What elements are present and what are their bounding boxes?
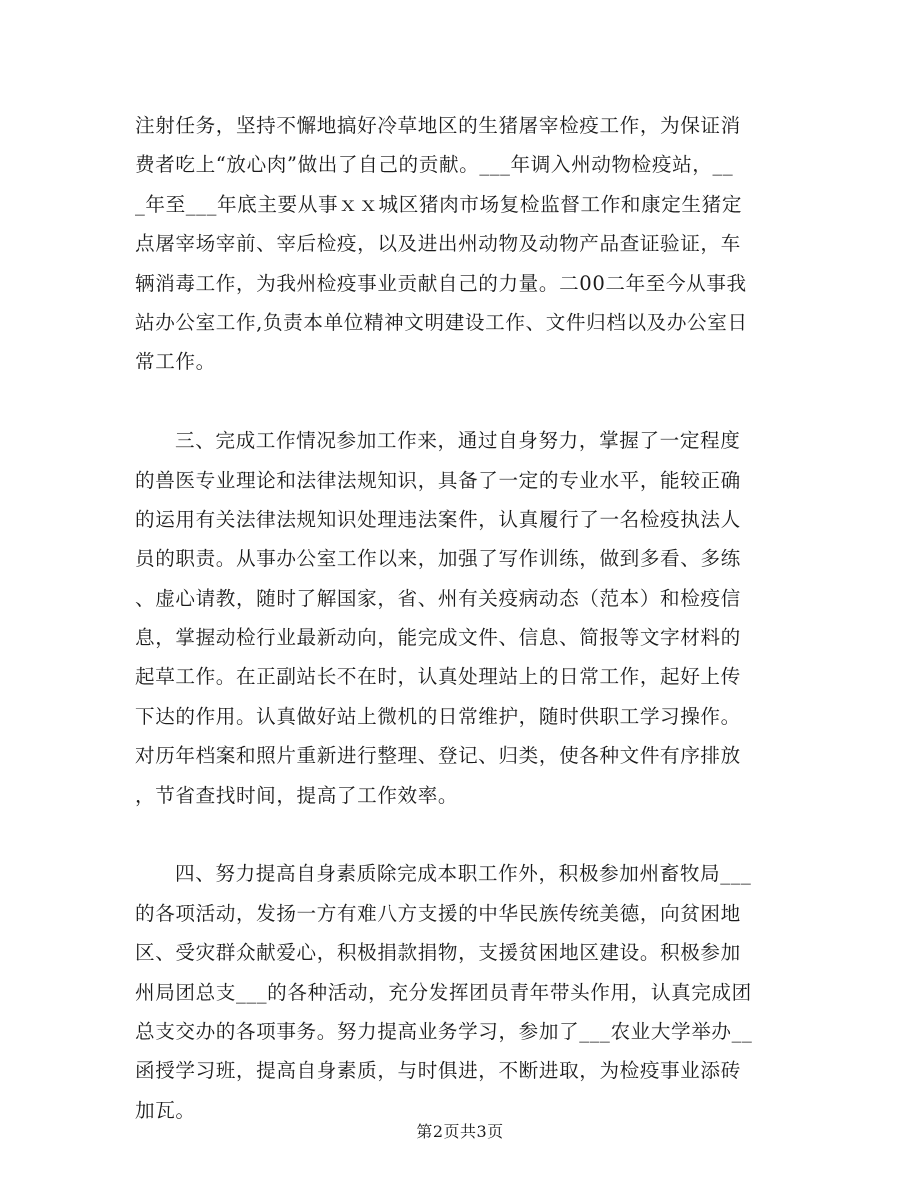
text-line: 站办公室工作,负责本单位精神文明建设工作、文件归档以及办公室日 bbox=[135, 310, 748, 334]
text-line: 区、受灾群众献爱心，积极捐款捐物，支援贫困地区建设。积极参加 bbox=[135, 941, 741, 965]
text-line: 的运用有关法律法规知识处理违法案件，认真履行了一名检疫执法人 bbox=[135, 507, 741, 531]
text-line: 注射任务，坚持不懈地搞好冷草地区的生猪屠宰检疫工作，为保证消 bbox=[135, 114, 741, 137]
paragraph-2 bbox=[135, 421, 787, 815]
text-line: _年至___年底主要从事ｘｘ城区猪肉市场复检监督工作和康定生猪定 bbox=[135, 192, 743, 216]
text-line: 费者吃上“放心肉”做出了自己的贡献。___年调入州动物检疫站，__ bbox=[135, 153, 734, 177]
page-number-footer: 第2页共3页 bbox=[416, 1122, 504, 1141]
text-line: 的各项活动，发扬一方有难八方支援的中华民族传统美德，向贫困地 bbox=[135, 901, 741, 925]
text-line: 四、努力提高自身素质除完成本职工作外，积极参加州畜牧局___ bbox=[175, 862, 752, 886]
text-line: 三、完成工作情况参加工作来，通过自身努力，掌握了一定程度 bbox=[175, 429, 741, 453]
text-line: 加瓦。 bbox=[135, 1098, 196, 1122]
text-line: 员的职责。从事办公室工作以来，加强了写作训练，做到多看、多练 bbox=[135, 547, 741, 571]
text-line: 、虚心请教，随时了解国家，省、州有关疫病动态（范本）和检疫信 bbox=[135, 586, 741, 610]
text-line: 函授学习班，提高自身素质，与时俱进，不断进取，为检疫事业添砖 bbox=[135, 1059, 741, 1083]
paragraph-spacer bbox=[135, 815, 787, 854]
text-line: 息，掌握动检行业最新动向，能完成文件、信息、简报等文字材料的 bbox=[135, 626, 741, 650]
paragraph-spacer bbox=[135, 382, 787, 421]
text-line: 的兽医专业理论和法律法规知识，具备了一定的专业水平，能较正确 bbox=[135, 468, 741, 492]
text-line: 下达的作用。认真做好站上微机的日常维护，随时供职工学习操作。 bbox=[135, 704, 741, 728]
document-body bbox=[135, 106, 787, 1130]
paragraph-1 bbox=[135, 106, 787, 382]
paragraph-3 bbox=[135, 854, 787, 1130]
text-line: 对历年档案和照片重新进行整理、登记、归类，使各种文件有序排放 bbox=[135, 744, 741, 768]
text-line: 常工作。 bbox=[135, 350, 216, 374]
text-line: 总支交办的各项事务。努力提高业务学习，参加了___农业大学举办__ bbox=[135, 1019, 753, 1043]
text-line: ，节省查找时间，提高了工作效率。 bbox=[135, 783, 459, 807]
text-line: 点屠宰场宰前、宰后检疫，以及进出州动物及动物产品查证验证，车 bbox=[135, 232, 741, 256]
text-line: 辆消毒工作，为我州检疫事业贡献自己的力量。二00二年至今从事我 bbox=[135, 271, 747, 295]
text-line: 起草工作。在正副站长不在时，认真处理站上的日常工作，起好上传 bbox=[135, 665, 741, 689]
text-line: 州局团总支___的各种活动，充分发挥团员青年带头作用，认真完成团 bbox=[135, 980, 752, 1004]
